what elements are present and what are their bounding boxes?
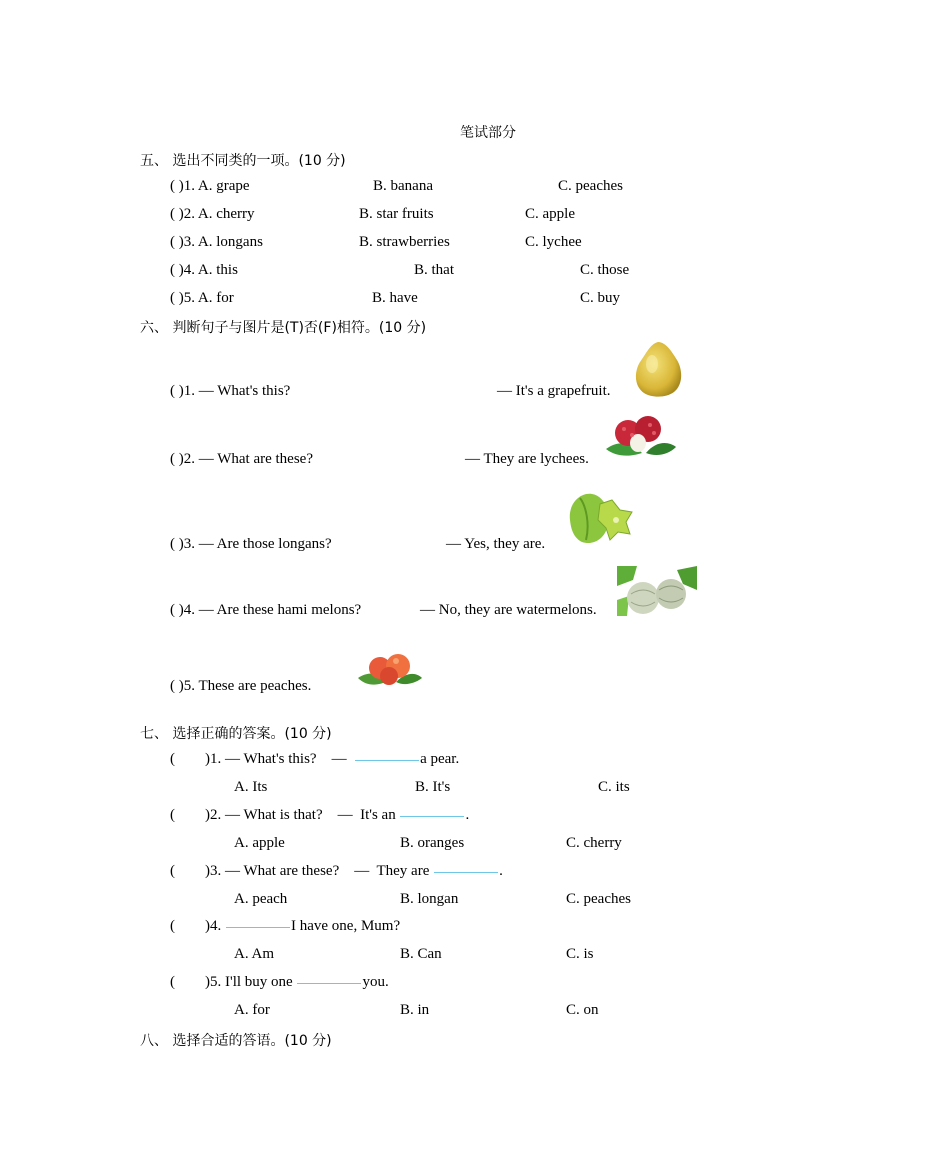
s7-q2 <box>170 807 469 824</box>
s7-q4 <box>170 918 400 935</box>
s7-q3-blank[interactable] <box>434 871 498 873</box>
section8-heading: 八、 选择合适的答语。(10 分) <box>140 1033 332 1049</box>
grapefruit-image <box>632 340 684 398</box>
s6-q1-answer: — It's a grapefruit. <box>497 383 611 399</box>
s7-q1-c: C. its <box>598 779 630 795</box>
s6-q4-answer: — No, they are watermelons. <box>420 602 597 618</box>
s7-q1-blank[interactable] <box>355 759 419 761</box>
s6-q4: ( )4. — Are these hami melons? <box>170 602 362 618</box>
s5-q2-c: C. apple <box>525 206 575 222</box>
s7-q5-stem: ( )5. I'll buy one <box>170 974 297 990</box>
section7-heading: 七、 选择正确的答案。(10 分) <box>140 726 332 742</box>
s5-q3-b: B. strawberries <box>359 234 450 250</box>
s5-q3-c: C. lychee <box>525 234 582 250</box>
s7-q5-b: B. in <box>400 1002 430 1018</box>
s7-q4-tail: I have one, Mum? <box>291 918 401 934</box>
s7-q3-b: B. longan <box>400 891 459 907</box>
s5-q1: ( )1. A. grape <box>170 178 250 194</box>
s5-q5-b: B. have <box>372 290 418 306</box>
s7-q1-a: A. Its <box>234 779 268 795</box>
s6-q2: ( )2. — What are these? <box>170 451 313 467</box>
s5-q5-c: C. buy <box>580 290 621 306</box>
s5-q2: ( )2. A. cherry <box>170 206 255 222</box>
s7-q2-c: C. cherry <box>566 835 622 851</box>
s7-q4-blank[interactable] <box>226 926 290 928</box>
star-fruit-image <box>564 490 636 546</box>
section5-heading: 五、 选出不同类的一项。(10 分) <box>140 153 346 169</box>
s5-q2-b: B. star fruits <box>359 206 434 222</box>
s5-q4-c: C. those <box>580 262 630 278</box>
s7-q1-stem: ( )1. — What's this? — <box>170 751 355 767</box>
s7-q3-tail: . <box>499 863 503 879</box>
s6-q2-answer: — They are lychees. <box>465 451 589 467</box>
s7-q3 <box>170 863 503 880</box>
s5-q1-c: C. peaches <box>558 178 623 194</box>
hami-melon-image <box>617 566 697 616</box>
peaches-image <box>356 648 424 688</box>
s7-q3-stem: ( )3. — What are these? — They are <box>170 863 434 879</box>
s7-q5-tail: you. <box>362 974 389 990</box>
s7-q2-blank[interactable] <box>400 815 464 817</box>
s5-q5: ( )5. A. for <box>170 290 234 306</box>
s7-q4-stem: ( )4. <box>170 918 225 934</box>
s6-q1: ( )1. — What's this? <box>170 383 291 399</box>
s7-q4-a: A. Am <box>234 946 275 962</box>
s7-q4-c: C. is <box>566 946 594 962</box>
s5-q4: ( )4. A. this <box>170 262 238 278</box>
s7-q2-a: A. apple <box>234 835 285 851</box>
lychee-image <box>602 413 678 461</box>
section6-heading: 六、 判断句子与图片是(T)否(F)相符。(10 分) <box>140 320 427 336</box>
s6-q5: ( )5. These are peaches. <box>170 678 312 694</box>
s6-q3: ( )3. — Are those longans? <box>170 536 332 552</box>
s7-q3-a: A. peach <box>234 891 288 907</box>
s5-q4-b: B. that <box>414 262 454 278</box>
s5-q1-b: B. banana <box>373 178 433 194</box>
s7-q5-blank[interactable] <box>297 982 361 984</box>
s5-q3: ( )3. A. longans <box>170 234 263 250</box>
s7-q2-stem: ( )2. — What is that? — It's an <box>170 807 400 823</box>
s7-q5 <box>170 974 389 991</box>
s7-q3-c: C. peaches <box>566 891 631 907</box>
page-title: 笔试部分 <box>460 125 516 141</box>
s6-q3-answer: — Yes, they are. <box>446 536 546 552</box>
s7-q1-b: B. It's <box>415 779 451 795</box>
s7-q1 <box>170 751 459 768</box>
s7-q5-a: A. for <box>234 1002 270 1018</box>
s7-q2-tail: . <box>465 807 470 823</box>
s7-q5-c: C. on <box>566 1002 599 1018</box>
s7-q4-b: B. Can <box>400 946 442 962</box>
s7-q1-tail: a pear. <box>420 751 460 767</box>
s7-q2-b: B. oranges <box>400 835 465 851</box>
